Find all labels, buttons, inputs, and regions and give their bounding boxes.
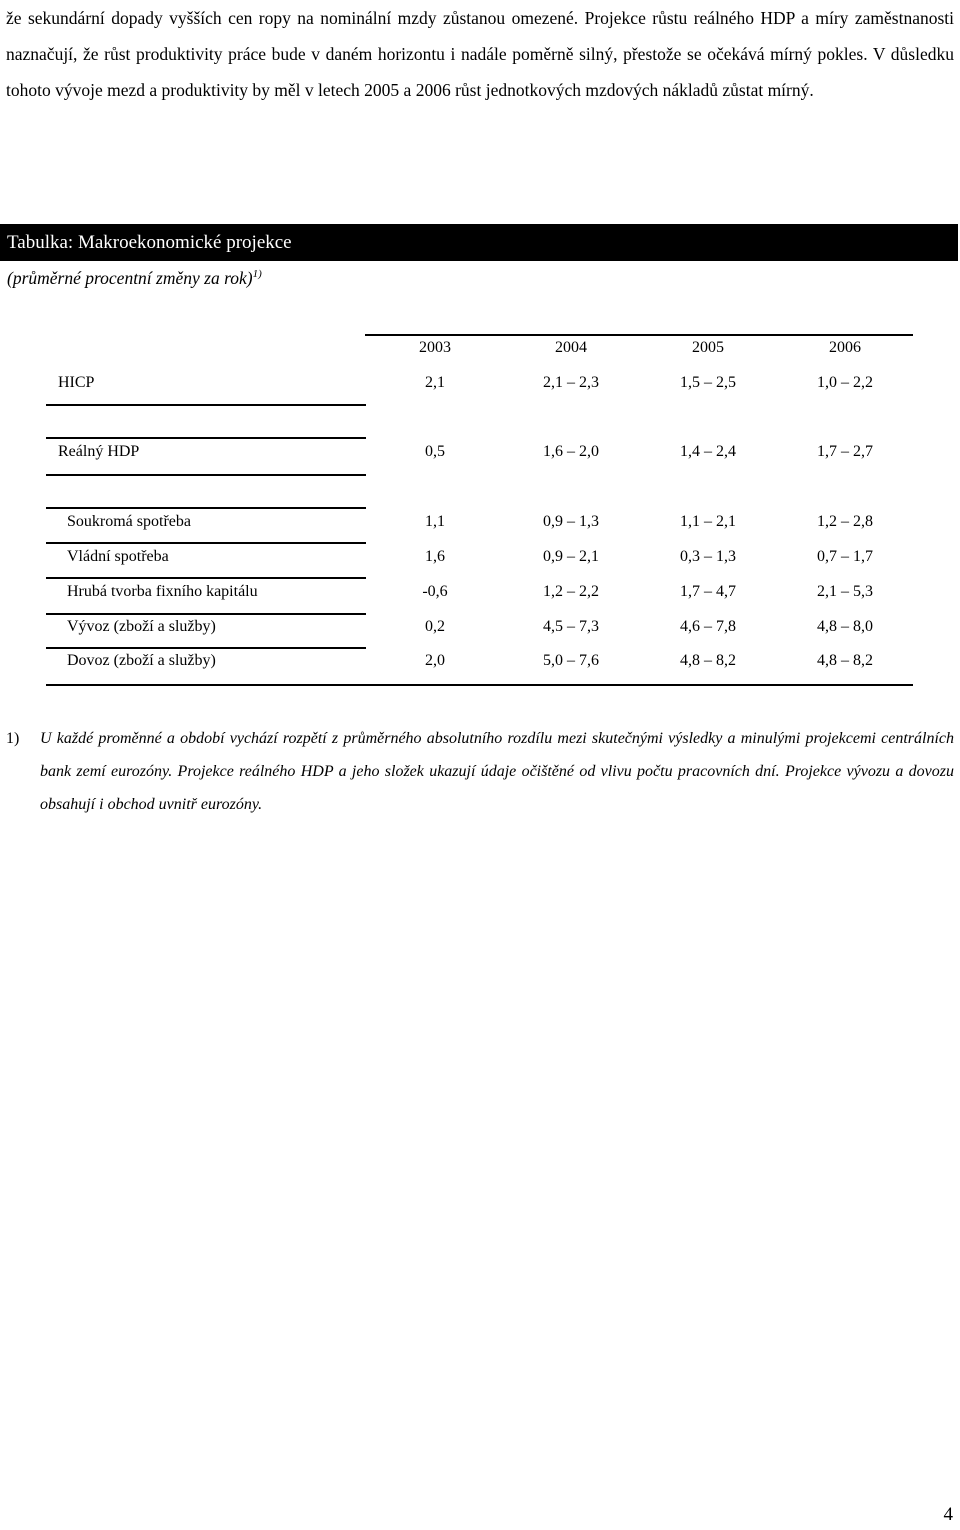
table-cell: 1,0 – 2,2 (817, 374, 873, 391)
row-rule (46, 404, 366, 406)
row-label-imports: Dovoz (zboží a služby) (67, 652, 216, 669)
footnote-reference: 1) (252, 268, 262, 280)
table-cell: 2,1 – 2,3 (543, 374, 599, 391)
table-title: Tabulka: Makroekonomické projekce (0, 224, 958, 261)
row-rule (46, 577, 366, 579)
table-cell: 0,9 – 1,3 (543, 513, 599, 530)
table-cell: 1,7 – 2,7 (817, 443, 873, 460)
row-label-hicp: HICP (58, 374, 95, 391)
row-label-gross-fixed-capital: Hrubá tvorba fixního kapitálu (67, 583, 258, 600)
row-rule (46, 647, 366, 649)
row-rule (46, 542, 366, 544)
table-cell: 1,2 – 2,2 (543, 583, 599, 600)
table-cell: 1,1 (425, 513, 445, 530)
table-cell: 2,1 (425, 374, 445, 391)
table-footnote (6, 722, 954, 821)
row-label-exports: Vývoz (zboží a služby) (67, 618, 216, 635)
footnote-text: U každé proměnné a období vychází rozpětí z průměrného absolutního rozdílu mezi skutečnými výsledky a minulými projekcemi centrálních bank zemí eurozóny. Projekce reálného HDP a jeho složek ukazují údaje očištěné od vlivu počtu pracovních dní. Projekce vývozu a dovozu obsahují i obchod uvnitř eurozóny. (40, 730, 954, 813)
table-cell: -0,6 (422, 583, 448, 600)
table-cell: 4,5 – 7,3 (543, 618, 599, 635)
table-bottom-rule (46, 684, 913, 686)
table-cell: 1,6 (425, 548, 445, 565)
year-header-2005: 2005 (692, 339, 724, 356)
row-rule (46, 507, 366, 509)
row-label-real-gdp: Reálný HDP (58, 443, 140, 460)
projections-table (0, 0, 960, 700)
table-cell: 1,4 – 2,4 (680, 443, 736, 460)
table-cell: 1,7 – 4,7 (680, 583, 736, 600)
year-header-2006: 2006 (829, 339, 861, 356)
table-cell: 1,2 – 2,8 (817, 513, 873, 530)
year-header-2003: 2003 (419, 339, 451, 356)
table-cell: 1,1 – 2,1 (680, 513, 736, 530)
table-cell: 0,5 (425, 443, 445, 460)
table-cell: 0,2 (425, 618, 445, 635)
table-top-rule (365, 334, 913, 336)
table-subtitle-text: (průměrné procentní změny za rok) (7, 267, 253, 288)
row-rule (46, 437, 366, 439)
table-cell: 1,5 – 2,5 (680, 374, 736, 391)
row-rule (46, 474, 366, 476)
row-label-government-consumption: Vládní spotřeba (67, 548, 169, 565)
table-cell: 0,3 – 1,3 (680, 548, 736, 565)
row-rule (46, 613, 366, 615)
table-cell: 4,8 – 8,2 (817, 652, 873, 669)
year-header-2004: 2004 (555, 339, 587, 356)
table-cell: 0,9 – 2,1 (543, 548, 599, 565)
table-cell: 5,0 – 7,6 (543, 652, 599, 669)
page-number: 4 (943, 1504, 953, 1525)
table-cell: 2,0 (425, 652, 445, 669)
footnote-mark: 1) (6, 730, 20, 747)
table-cell: 4,8 – 8,0 (817, 618, 873, 635)
intro-paragraph: že sekundární dopady vyšších cen ropy na nominální mzdy zůstanou omezené. Projekce růstu reálného HDP a míry zaměstnanosti naznačují, že růst produktivity práce bude v daném horizontu i nadále poměrně silný, přestože se očekává mírný pokles. V důsledku tohoto vývoje mezd a produktivity by měl v letech 2005 a 2006 růst jednotkových mzdových nákladů zůstat mírný. (6, 8, 954, 100)
table-cell: 0,7 – 1,7 (817, 548, 873, 565)
table-cell: 1,6 – 2,0 (543, 443, 599, 460)
table-cell: 4,6 – 7,8 (680, 618, 736, 635)
table-cell: 4,8 – 8,2 (680, 652, 736, 669)
row-label-private-consumption: Soukromá spotřeba (67, 513, 191, 530)
table-cell: 2,1 – 5,3 (817, 583, 873, 600)
